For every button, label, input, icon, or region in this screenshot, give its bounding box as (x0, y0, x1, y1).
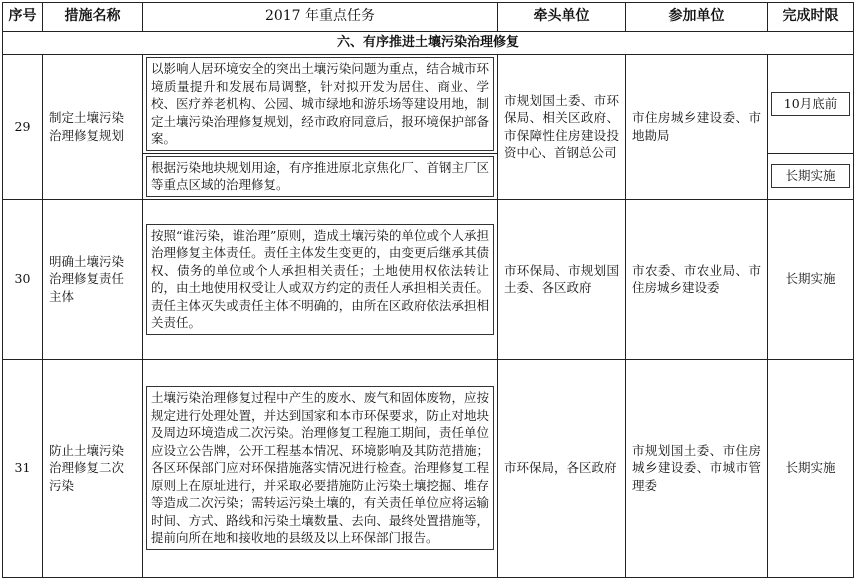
row-number: 31 (3, 359, 43, 577)
section-row (3, 32, 854, 55)
row-number: 30 (3, 199, 43, 359)
table-row (3, 55, 854, 154)
task-text: 根据污染地块规划用途，有序推进原北京焦化厂、首钢主厂区等重点区域的治理修复。 (146, 156, 494, 197)
header-seq: 序号 (3, 3, 43, 32)
header-row (3, 3, 854, 32)
deadline-text: 长期实施 (771, 164, 850, 188)
row-number: 29 (3, 55, 43, 200)
deadline: 长期实施 (768, 199, 854, 359)
lead-unit: 市环保局，各区政府 (498, 359, 626, 577)
header-measure: 措施名称 (43, 3, 143, 32)
task-table (2, 2, 854, 578)
header-lead: 牵头单位 (498, 3, 626, 32)
table-row (3, 199, 854, 359)
deadline-text: 10月底前 (771, 92, 850, 116)
participating-units: 市规划国土委、市住房城乡建设委、市城市管理委 (626, 359, 768, 577)
lead-unit: 市规划国土委、市环保局、相关区政府、市保障性住房建设投资中心、首钢总公司 (498, 55, 626, 200)
measure-name: 明确土壤污染治理修复责任主体 (43, 199, 143, 359)
task-cell (143, 55, 498, 154)
participating-units: 市农委、市农业局、市住房城乡建设委 (626, 199, 768, 359)
measure-name: 制定土壤污染治理修复规划 (43, 55, 143, 200)
task-text: 以影响人居环境安全的突出土壤污染问题为重点，结合城市环境质量提升和发展布局调整，针对拟开发为居住、商业、学校、医疗养老机构、公园、城市绿地和游乐场等建设用地，制定土壤污染治理修复规划，经市政府同意后，报环境保护部备案。 (146, 57, 494, 151)
task-text: 按照“谁污染，谁治理”原则，造成土壤污染的单位或个人承担治理修复主体责任。责任主体发生变更的，由变更后继承其债权、债务的单位或个人承担相关责任；土地使用权依法转让的，由土地使用权受让人或双方约定的责任人承担相关责任。责任主体灭失或责任主体不明确的，由所在区政府依法承担相关责任。 (146, 224, 494, 335)
section-title: 六、有序推进土壤污染治理修复 (3, 32, 854, 55)
deadline (768, 55, 854, 154)
header-participate: 参加单位 (626, 3, 768, 32)
table-row (3, 359, 854, 577)
deadline (768, 153, 854, 199)
header-deadline: 完成时限 (768, 3, 854, 32)
measure-name: 防止土壤污染治理修复二次污染 (43, 359, 143, 577)
task-cell (143, 199, 498, 359)
header-task: 2017 年重点任务 (143, 3, 498, 32)
participating-units: 市住房城乡建设委、市地勘局 (626, 55, 768, 200)
deadline: 长期实施 (768, 359, 854, 577)
lead-unit: 市环保局、市规划国土委、各区政府 (498, 199, 626, 359)
task-cell (143, 153, 498, 199)
task-cell (143, 359, 498, 577)
task-text: 土壤污染治理修复过程中产生的废水、废气和固体废物，应按规定进行处理处置，并达到国家和本市环保要求，防止对地块及周边环境造成二次污染。治理修复工程施工期间，责任单位应设立公告牌，公开工程基本情况、环境影响及其防范措施；各区环保部门应对环保措施落实情况进行检查。治理修复工程原则上在原址进行，并采取必要措施防止污染土壤挖掘、堆存等造成二次污染；需转运污染土壤的，有关责任单位应将运输时间、方式、路线和污染土壤数量、去向、最终处置措施等，提前向所在地和接收地的县级及以上环保部门报告。 (146, 386, 494, 550)
